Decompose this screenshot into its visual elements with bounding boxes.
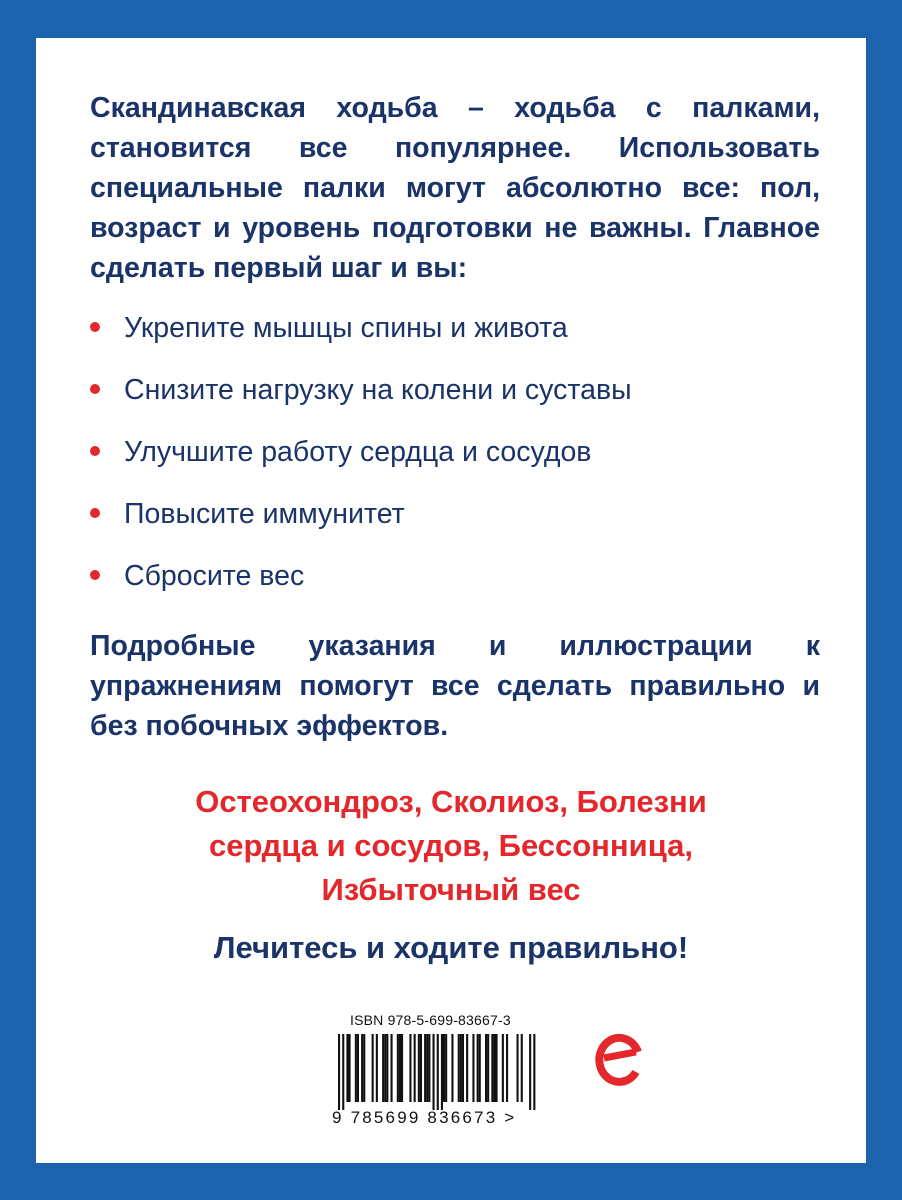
bullet-icon	[90, 508, 100, 518]
list-item	[90, 432, 810, 494]
barcode-icon	[332, 1034, 542, 1110]
benefits-list	[90, 308, 810, 618]
diseases-line: Избыточный вес	[321, 872, 581, 907]
benefit-text: Укрепите мышцы спины и живота	[124, 312, 568, 344]
bullet-icon	[90, 570, 100, 580]
bullet-icon	[90, 322, 100, 332]
intro-paragraph: Скандинавская ходьба – ходьба с палками, становится все популярнее. Использовать специальные палки могут абсолютно все: пол, возраст и уровень подготовки не важны. Главное сделать первый шаг и вы:	[90, 92, 820, 284]
publisher-e-logo-icon	[592, 1030, 646, 1088]
benefit-text: Сбросите вес	[124, 560, 305, 592]
benefit-text: Повысите иммунитет	[124, 498, 405, 530]
ean-digits: 9 785699 836673 >	[332, 1108, 517, 1127]
list-item	[90, 494, 810, 556]
details-paragraph: Подробные указания и иллюстрации к упражнениям помогут все сделать правильно и без побочных эффектов.	[90, 630, 820, 742]
diseases-line: Остеохондроз, Сколиоз, Болезни	[195, 784, 707, 819]
slogan: Лечитесь и ходите правильно!	[213, 930, 689, 965]
list-item	[90, 308, 810, 370]
back-cover-page	[36, 38, 866, 1163]
benefit-text: Снизите нагрузку на колени и суставы	[124, 374, 632, 406]
list-item	[90, 370, 810, 432]
bullet-icon	[90, 384, 100, 394]
isbn-text: ISBN 978-5-699-83667-3	[350, 1012, 511, 1028]
bullet-icon	[90, 446, 100, 456]
diseases-heading	[76, 780, 826, 912]
diseases-line: сердца и сосудов, Бессонница,	[209, 828, 693, 863]
benefit-text: Улучшите работу сердца и сосудов	[124, 436, 592, 468]
list-item	[90, 556, 810, 618]
barcode-block	[332, 1012, 572, 1130]
